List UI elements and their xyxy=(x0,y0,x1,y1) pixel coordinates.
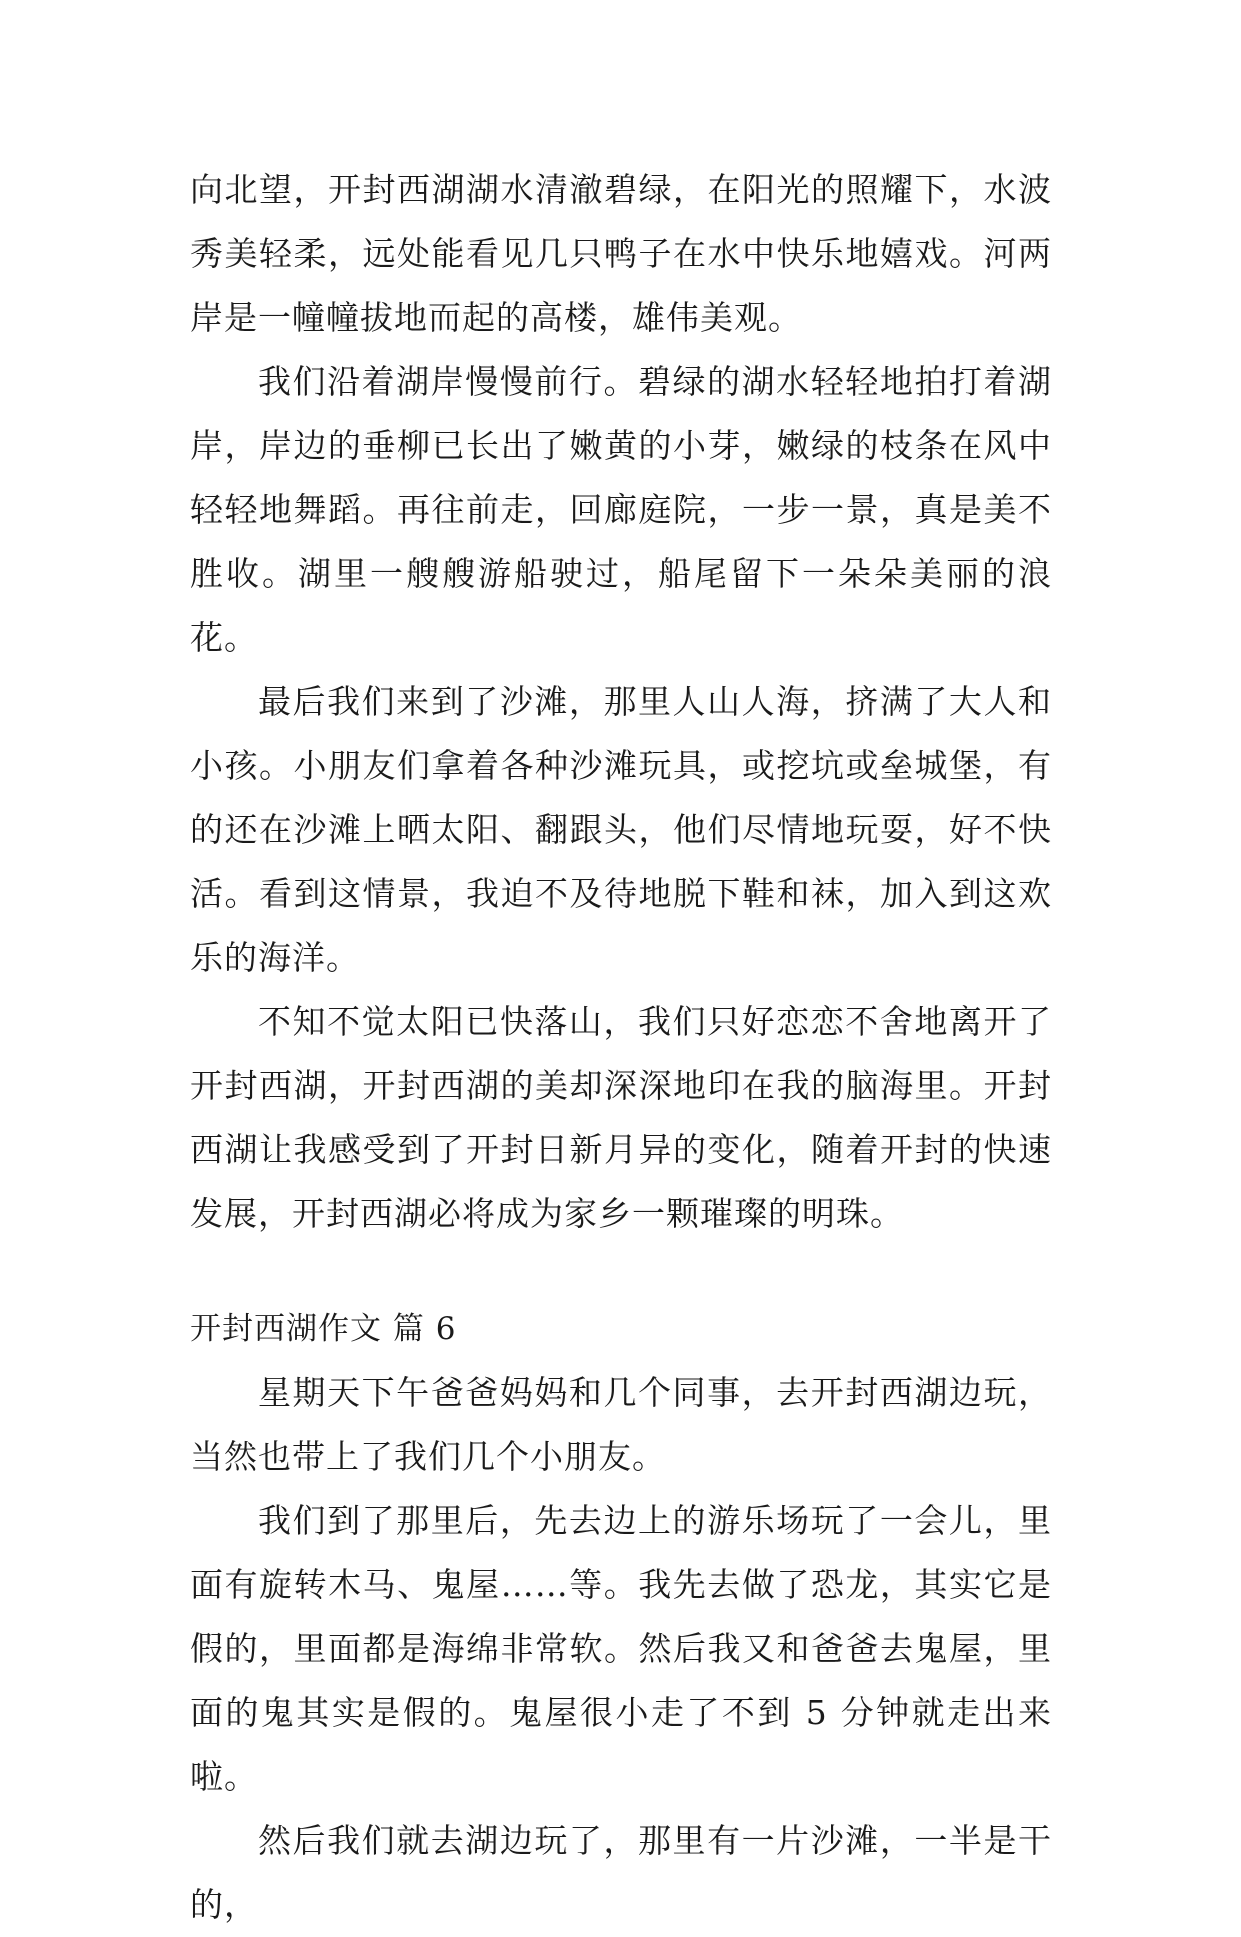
paragraph-lakeside-beach: 然后我们就去湖边玩了，那里有一片沙滩，一半是干的， xyxy=(190,1821,1052,1924)
paragraph-beach: 最后我们来到了沙滩，那里人山人海，挤满了大人和小孩。小朋友们拿着各种沙滩玩具，或挖坑或垒城堡，有的还在沙滩上晒太阳、翻跟头，他们尽情地玩耍，好不快活。看到这情景，我迫不及待地脱下鞋和袜，加入到这欢乐的海洋。 xyxy=(190,682,1052,977)
document-page xyxy=(190,158,1052,1937)
paragraph-sunset: 不知不觉太阳已快落山，我们只好恋恋不舍地离开了开封西湖，开封西湖的美却深深地印在我的脑海里。开封西湖让我感受到了开封日新月异的变化，随着开封的快速发展，开封西湖必将成为家乡一颗璀璨的明珠。 xyxy=(190,1002,1052,1233)
section-title: 开封西湖作文 篇 6 xyxy=(190,1311,457,1347)
paragraph-lakeside-walk: 我们沿着湖岸慢慢前行。碧绿的湖水轻轻地拍打着湖岸，岸边的垂柳已长出了嫩黄的小芽，嫩绿的枝条在风中轻轻地舞蹈。再往前走，回廊庭院，一步一景，真是美不胜收。湖里一艘艘游船驶过，船尾留下一朵朵美丽的浪花。 xyxy=(190,362,1052,657)
paragraph-amusement-park: 我们到了那里后，先去边上的游乐场玩了一会儿，里面有旋转木马、鬼屋……等。我先去做了恐龙，其实它是假的，里面都是海绵非常软。然后我又和爸爸去鬼屋，里面的鬼其实是假的。鬼屋很小走了不到 5 分钟就走出来啦。 xyxy=(190,1501,1052,1796)
paragraph-sunday-trip: 星期天下午爸爸妈妈和几个同事，去开封西湖边玩，当然也带上了我们几个小朋友。 xyxy=(190,1373,1052,1476)
paragraph-north-view: 向北望，开封西湖湖水清澈碧绿，在阳光的照耀下，水波秀美轻柔，远处能看见几只鸭子在水中快乐地嬉戏。河两岸是一幢幢拔地而起的高楼，雄伟美观。 xyxy=(190,170,1052,337)
